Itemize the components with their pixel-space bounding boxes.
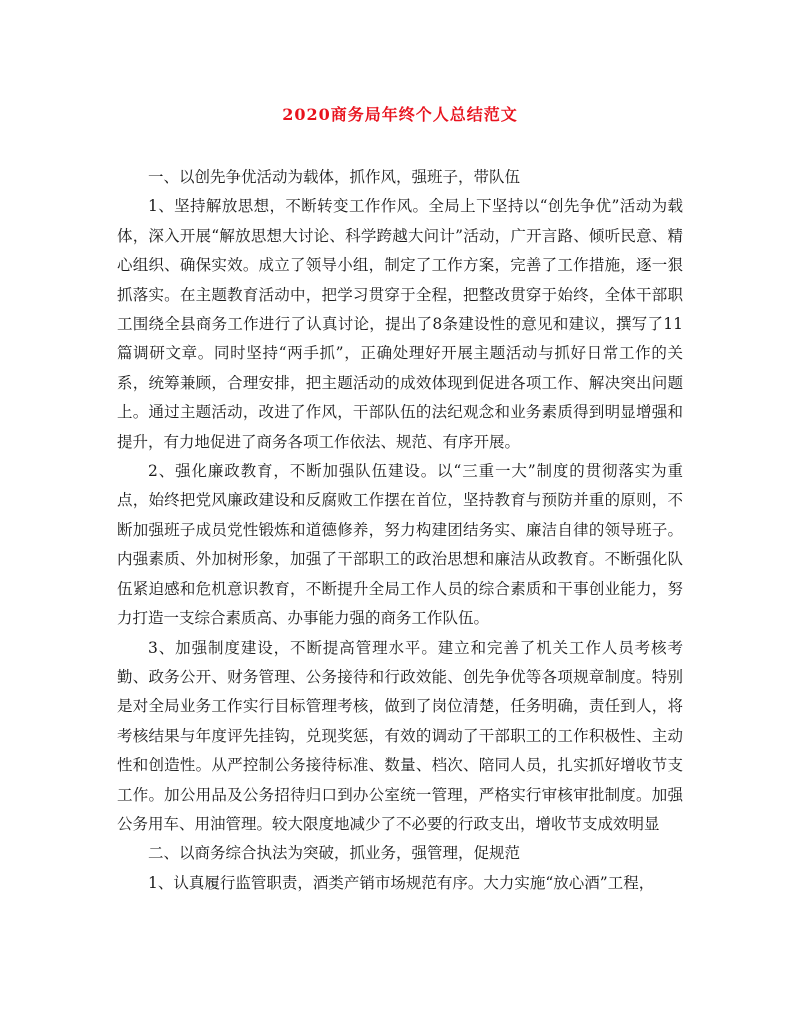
paragraph-4: 1、认真履行监管职责，酒类产销市场规范有序。大力实施“放心酒”工程， xyxy=(148,873,655,892)
paragraph-1: 1、坚持解放思想，不断转变工作作风。全局上下坚持以“创先争优”活动为载体，深入开展“解放思想大讨论、科学跨越大问计”活动，广开言路、倾听民意、精心组织、确保实效。成立了领导小组，制定了工作方案，完善了工作措施，逐一狠抓落实。在主题教育活动中，把学习贯穿于全程，把整改贯穿于始终，全体干部职工围绕全县商务工作进行了认真讨论，提出了8条建设性的意见和建议，撰写了11篇调研文章。同时坚持“两手抓”，正确处理好开展主题活动与抓好日常工作的关系，统筹兼顾，合理安排，把主题活动的成效体现到促进各项工作、解决突出问题上。通过主题活动，改进了作风，干部队伍的法纪观念和业务素质得到明显增强和提升，有力地促进了商务各项工作依法、规范、有序开展。 xyxy=(117,197,683,451)
paragraph-3: 3、加强制度建设，不断提高管理水平。建立和完善了机关工作人员考核考勤、政务公开、财务管理、公务接待和行政效能、创先争优等各项规章制度。特别是对全局业务工作实行目标管理考核，做到了岗位清楚，任务明确，责任到人，将考核结果与年度评先挂钩，兑现奖惩，有效的调动了干部职工的工作积极性、主动性和创造性。从严控制公务接待标准、数量、档次、陪同人员，扎实抓好增收节支工作。加公用品及公务招待归口到办公室统一管理，严格实行审核审批制度。加强公务用车、用油管理。较大限度地减少了不必要的行政支出，增收节支成效明显 xyxy=(117,638,683,833)
document-title: 2020商务局年终个人总结范文 xyxy=(282,105,518,124)
section-heading-1: 一、以创先争优活动为载体，抓作风，强班子，带队伍 xyxy=(148,168,521,186)
document-body xyxy=(117,163,683,898)
section-heading-2: 二、以商务综合执法为突破，抓业务，强管理，促规范 xyxy=(148,844,521,863)
paragraph-2: 2、强化廉政教育，不断加强队伍建设。以“三重一大”制度的贯彻落实为重点，始终把党风廉政建设和反腐败工作摆在首位，坚持教育与预防并重的原则，不断加强班子成员党性锻炼和道德修养，努力构建团结务实、廉洁自律的领导班子。内强素质、外加树形象，加强了干部职工的政治思想和廉洁从政教育。不断强化队伍紧迫感和危机意识教育，不断提升全局工作人员的综合素质和干事创业能力，努力打造一支综合素质高、办事能力强的商务工作队伍。 xyxy=(117,462,683,628)
